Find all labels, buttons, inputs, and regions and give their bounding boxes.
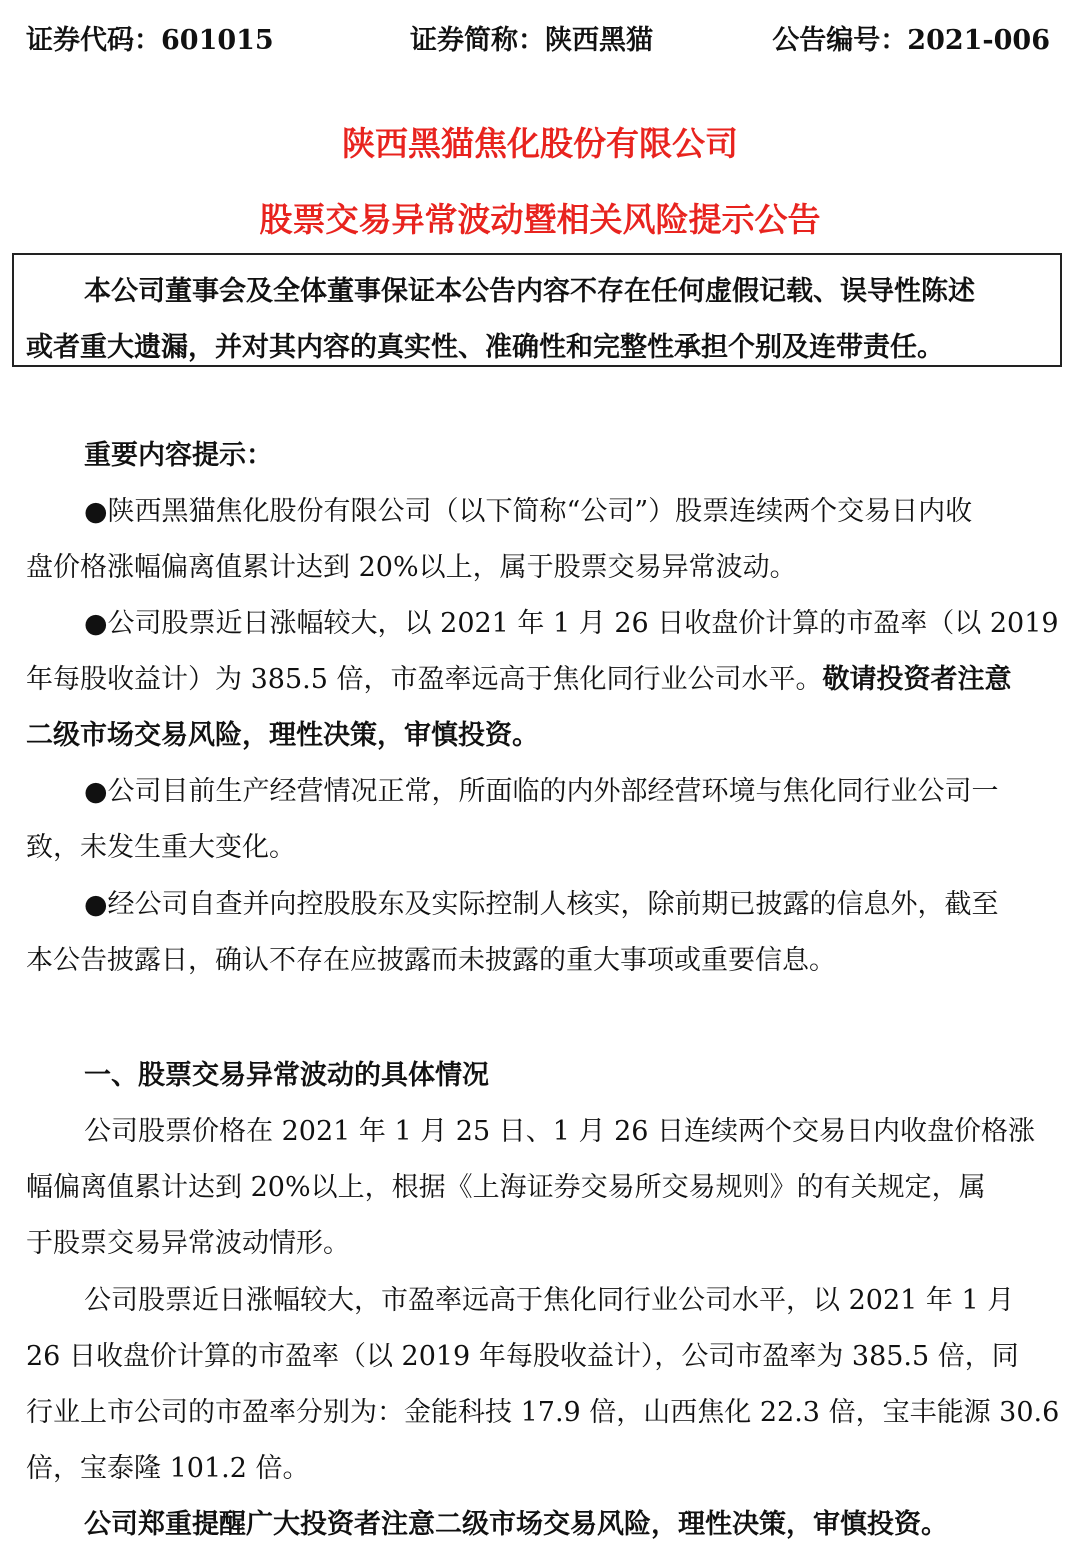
notice-title: 股票交易异常波动暨相关风险提示公告: [259, 200, 821, 239]
paragraph-line: 倍，宝泰隆 101.2 倍。: [26, 1453, 310, 1484]
paragraph-line: 公司股票近日涨幅较大，市盈率远高于焦化同行业公司水平，以 2021 年 1 月: [84, 1285, 1015, 1316]
security-code: 证券代码：601015: [26, 25, 274, 56]
company-title: 陕西黑猫焦化股份有限公司: [342, 124, 738, 163]
paragraph-line: 致，未发生重大变化。: [26, 832, 296, 863]
paragraph-line: ●经公司自查并向控股股东及实际控制人核实，除前期已披露的信息外，截至: [84, 889, 999, 920]
paragraph-line: ●公司股票近日涨幅较大，以 2021 年 1 月 26 日收盘价计算的市盈率（以 2019: [84, 608, 1059, 639]
paragraph-line: 行业上市公司的市盈率分别为：金能科技 17.9 倍，山西焦化 22.3 倍，宝丰能源 30.6: [26, 1397, 1060, 1428]
paragraph-line: 本公告披露日，确认不存在应披露而未披露的重大事项或重要信息。: [26, 945, 836, 976]
paragraph-line: ●公司目前生产经营情况正常，所面临的内外部经营环境与焦化同行业公司一: [84, 776, 999, 807]
statement-line: 或者重大遗漏，并对其内容的真实性、准确性和完整性承担个别及连带责任。: [26, 332, 944, 363]
paragraph-line: [26, 662, 1011, 698]
board-statement-box: [12, 253, 1062, 367]
paragraph-line: 幅偏离值累计达到 20%以上，根据《上海证券交易所交易规则》的有关规定，属: [26, 1172, 986, 1203]
paragraph-line: 于股票交易异常波动情形。: [26, 1228, 350, 1259]
investor-warning-bold: 二级市场交易风险，理性决策，审慎投资。: [26, 720, 539, 751]
security-abbreviation: 证券简称：陕西黑猫: [410, 25, 653, 56]
paragraph-line: 公司股票价格在 2021 年 1 月 25 日、1 月 26 日连续两个交易日内收盘价格涨: [84, 1116, 1036, 1147]
notice-number: 公告编号：2021-006: [772, 25, 1050, 56]
paragraph-text: 年每股收益计）为 385.5 倍，市盈率远高于焦化同行业公司水平。: [26, 664, 823, 695]
paragraph-line: ●陕西黑猫焦化股份有限公司（以下简称“公司”）股票连续两个交易日内收: [84, 496, 973, 527]
final-warning: 公司郑重提醒广大投资者注意二级市场交易风险，理性决策，审慎投资。: [84, 1509, 948, 1540]
statement-line: 本公司董事会及全体董事保证本公告内容不存在任何虚假记载、误导性陈述: [84, 276, 975, 307]
document-header: [26, 18, 1050, 58]
section-heading: 一、股票交易异常波动的具体情况: [84, 1060, 489, 1091]
investor-warning-bold: 敬请投资者注意: [822, 664, 1012, 695]
paragraph-line: 26 日收盘价计算的市盈率（以 2019 年每股收益计），公司市盈率为 385.5 倍，同: [26, 1341, 1019, 1372]
key-points-heading: 重要内容提示：: [84, 440, 273, 471]
paragraph-line: 盘价格涨幅偏离值累计达到 20%以上，属于股票交易异常波动。: [26, 552, 797, 583]
